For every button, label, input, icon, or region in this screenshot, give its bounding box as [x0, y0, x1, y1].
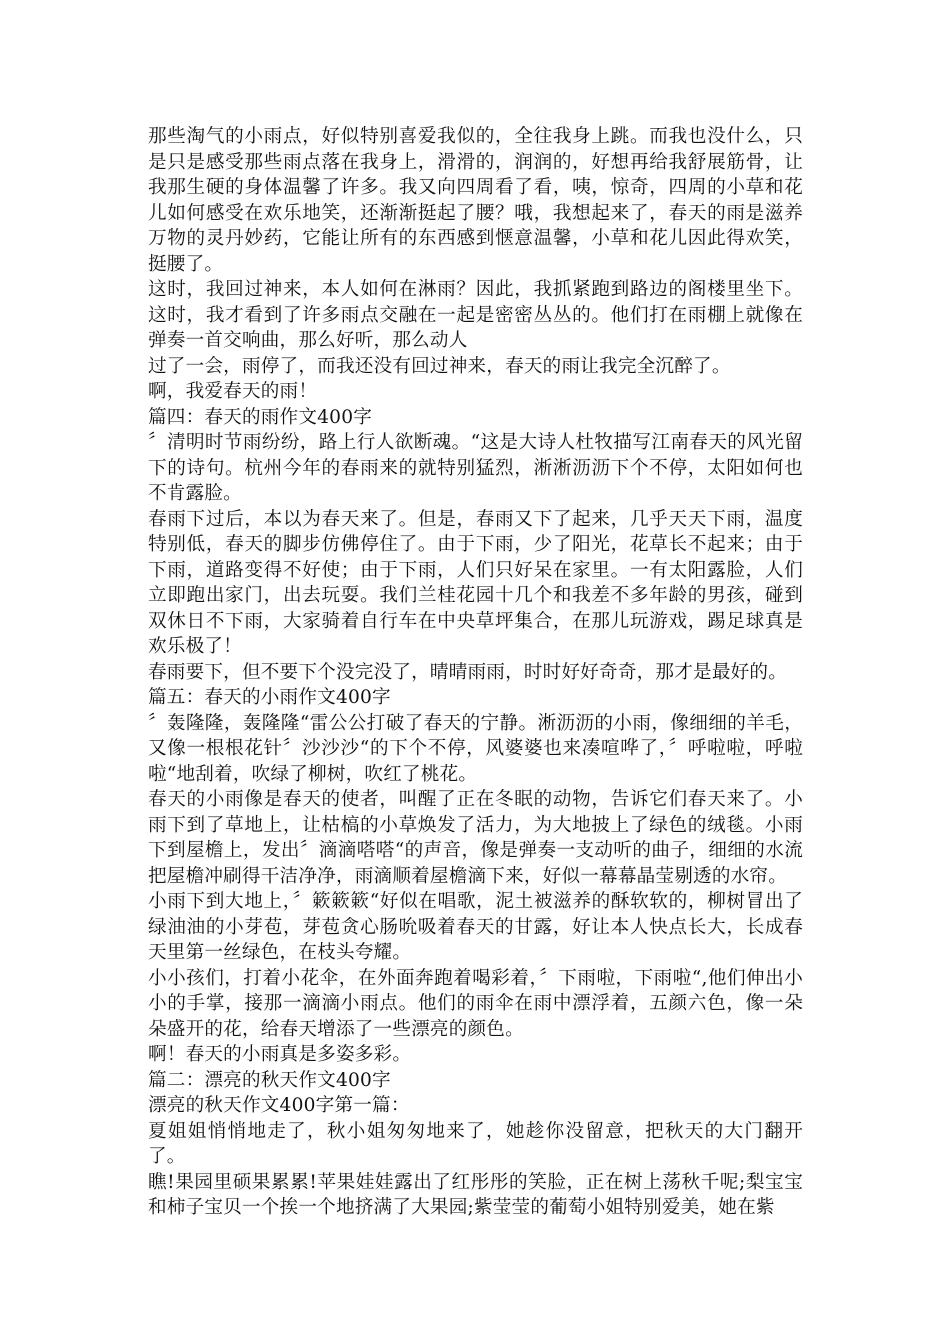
paragraph: 那些淘气的小雨点，好似特别喜爱我似的，全往我身上跳。而我也没什么，只是只是感受那些雨点落在我身上，滑滑的，润润的，好想再给我舒展筋骨，让我那生硬的身体温馨了许多。我又向四周看了看，咦，惊奇，四周的小草和花儿如何感受在欢乐地笑，还渐渐挺起了腰？哦，我想起来了，春天的雨是滋养万物的灵丹妙药，它能让所有的东西感到惬意温馨，小草和花儿因此得欢笑，挺腰了。	[148, 126, 803, 275]
paragraph: 春天的小雨像是春天的使者，叫醒了正在冬眠的动物，告诉它们春天来了。小雨下到了草地上，让枯槁的小草焕发了活力，为大地披上了绿色的绒毯。小雨下到屋檐上，发出〞滴滴嗒嗒“的声音，像是弹奏一支动听的曲子，细细的水流把屋檐冲刷得干洁净净，雨滴顺着屋檐滴下来，好似一幕幕晶莹剔透的水帘。	[148, 789, 803, 887]
section-subheading: 漂亮的秋天作文400字第一篇：	[148, 1095, 410, 1116]
paragraph: 瞧!果园里硕果累累!苹果娃娃露出了红彤彤的笑脸，正在树上荡秋千呢;梨宝宝和柿子宝贝一个挨一个地挤满了大果园;紫莹莹的葡萄小姐特别爱美，她在紫	[148, 1171, 803, 1218]
paragraph: 〞清明时节雨纷纷，路上行人欲断魂。“这是大诗人杜牧描写江南春天的风光留下的诗句。杭州今年的春雨来的就特别猛烈，淅淅沥沥下个不停，太阳如何也不肯露脸。	[148, 432, 803, 504]
paragraph: 啊，我爱春天的雨！	[148, 381, 318, 402]
paragraph: 春雨要下，但不要下个没完没了，晴晴雨雨，时时好好奇奇，那才是最好的。	[148, 661, 787, 683]
paragraph: 过了一会，雨停了，而我还没有回过神来，春天的雨让我完全沉醉了。	[148, 355, 731, 377]
document-page	[148, 124, 803, 1221]
section-heading: 篇四：春天的雨作文400字	[148, 406, 373, 428]
section-heading: 篇二：漂亮的秋天作文400字	[148, 1069, 391, 1091]
paragraph: 这时，我回过神来，本人如何在淋雨？因此，我抓紧跑到路边的阁楼里坐下。这时，我才看到了许多雨点交融在一起是密密丛丛的。他们打在雨棚上就像在弹奏一首交响曲，那么好听，那么动人	[148, 279, 803, 351]
paragraph: 春雨下过后，本以为春天来了。但是，春雨又下了起来，几乎天天下雨，温度特别低，春天的脚步仿佛停住了。由于下雨，少了阳光，花草长不起来；由于下雨，道路变得不好使；由于下雨，人们只好呆在家里。一有太阳露脸，人们立即跑出家门，出去玩耍。我们兰桂花园十几个和我差不多年龄的男孩，碰到双休日不下雨，大家骑着自行车在中央草坪集合，在那儿玩游戏，踢足球真是欢乐极了！	[148, 508, 803, 657]
paragraph: 小雨下到大地上，〞簌簌簌“好似在唱歌，泥土被滋养的酥软软的，柳树冒出了绿油油的小芽苞，芽苞贪心肠吮吸着春天的甘露，好让本人快点长大，长成春天里第一丝绿色，在枝头夸耀。	[148, 891, 803, 963]
paragraph: 小小孩们，打着小花伞，在外面奔跑着喝彩着，〞下雨啦，下雨啦“,他们伸出小小的手掌，接那一滴滴小雨点。他们的雨伞在雨中漂浮着，五颜六色，像一朵朵盛开的花，给春天增添了一些漂亮的颜色。	[148, 967, 803, 1040]
paragraph: 夏姐姐悄悄地走了，秋小姐匆匆地来了，她趁你没留意，把秋天的大门翻开了。	[148, 1120, 803, 1167]
paragraph: 〞轰隆隆，轰隆隆“雷公公打破了春天的宁静。淅沥沥的小雨，像细细的羊毛，又像一根根花针〞沙沙沙“的下个不停，风婆婆也来凑喧哗了，〞呼啦啦，呼啦啦“地刮着，吹绿了柳树，吹红了桃花。	[148, 712, 803, 785]
section-heading: 篇五：春天的小雨作文400字	[148, 687, 391, 708]
paragraph: 啊！春天的小雨真是多姿多彩。	[148, 1044, 412, 1065]
